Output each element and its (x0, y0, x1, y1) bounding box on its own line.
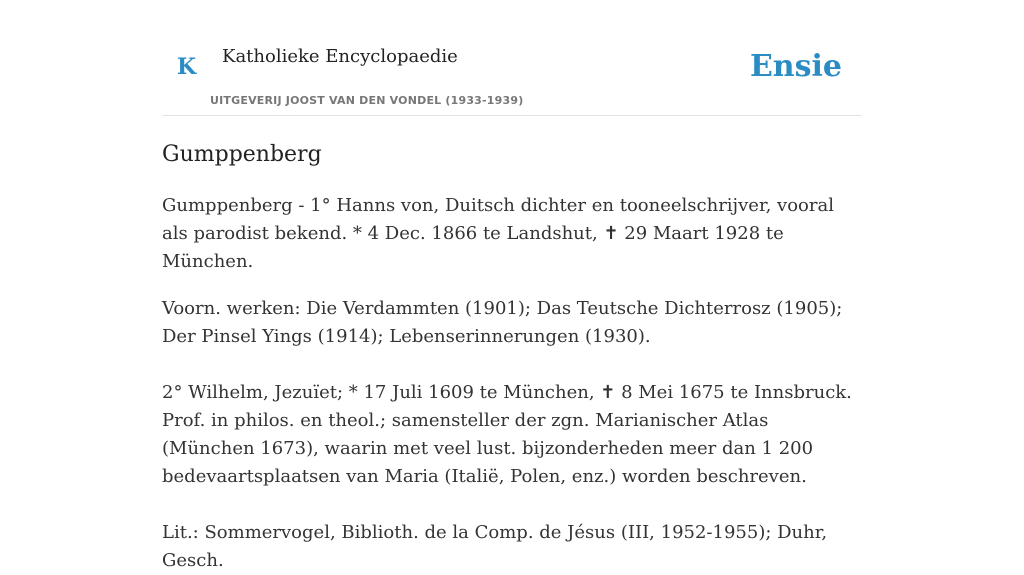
article (162, 140, 862, 575)
site-header (162, 0, 862, 116)
article-paragraph: Gumppenberg - 1° Hanns von, Duitsch dichter en tooneelschrijver, vooral als parodist bekend. * 4 Dec. 1866 te Landshut, ✝ 29 Maart 1928 te München. (162, 195, 834, 272)
ensie-logo[interactable]: Ensie (749, 49, 842, 84)
article-title: Gumppenberg (162, 142, 322, 167)
article-paragraph: Lit.: Sommervogel, Biblioth. de la Comp. de Jésus (III, 1952-1955); Duhr, Gesch. (162, 522, 828, 571)
page (162, 0, 862, 575)
book-logo[interactable]: K (177, 54, 197, 80)
book-title-link[interactable]: Katholieke Encyclopaedie (222, 46, 458, 67)
publisher-label: UITGEVERIJ JOOST VAN DEN VONDEL (1933-1939) (210, 94, 524, 107)
article-paragraph: Voorn. werken: Die Verdammten (1901); Das Teutsche Dichterrosz (1905); Der Pinsel Yings (1914); Lebenserinnerungen (1930). (162, 298, 843, 347)
article-paragraph: 2° Wilhelm, Jezuïet; * 17 Juli 1609 te München, ✝ 8 Mei 1675 te Innsbruck. Prof. in philos. en theol.; samensteller der zgn. Marianischer Atlas (München 1673), waarin met veel lust. bijzonderheden meer dan 1 200 bedevaartsplaatsen van Maria (Italië, Polen, enz.) worden beschreven. (162, 382, 852, 487)
